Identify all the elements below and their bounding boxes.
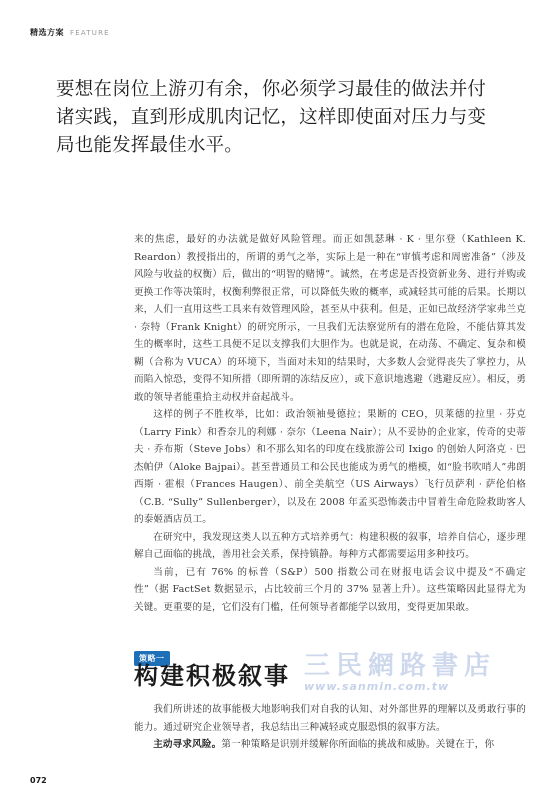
article-body-continued <box>134 701 526 754</box>
body-paragraph: 这样的例子不胜枚举，比如：政治领袖曼德拉；果断的 CEO，贝莱德的拉里 · 芬克（Larry Fink）和香奈儿的利娜 · 奈尔（Leena Nair）；从不妥协的企业家，传奇的史蒂夫 · 乔布斯（Steve Jobs）和不那么知名的印度在线旅游公司 Ixigo 的创始人阿洛克 · 巴杰帕伊（Aloke Bajpai）。甚至普通员工和公民也能成为勇气的楷模，如“脸书吹哨人”弗朗西斯 · 霍根（Frances Haugen）、前全美航空（US Airways）飞行员萨利 · 萨伦伯格（C.B. “Sully” Sullenberger），以及在 2008 年孟买恐怖袭击中冒着生命危险救助客人的泰姬酒店员工。 <box>134 409 526 525</box>
body-paragraph: 在研究中，我发现这类人以五种方式培养勇气：构建积极的叙事，培养自信心，逐步理解自己面临的挑战，善用社会关系，保持镇静。每种方式都需要运用多种技巧。 <box>134 531 526 560</box>
body-paragraph: 当前，已有 76% 的标普（S&P）500 指数公司在财报电话会议中提及“不确定性”（据 FactSet 数据显示，占比较前三个月的 37% 显著上升）。这些策略因此显得尤为关键。更重要的是，它们没有门槛，任何领导者都能学以致用，变得更加果敢。 <box>134 566 526 613</box>
watermark-url: www.sanmin.com.tw <box>304 680 450 693</box>
article-body <box>134 231 526 616</box>
paragraph-text: 第一种策略是识别并缓解你所面临的挑战和威胁。关键在于，你 <box>221 739 495 750</box>
strategy-title: 构建积极叙事 <box>134 662 290 690</box>
strategy-badge: 策略一 <box>134 651 170 666</box>
section-label-en: FEATURE <box>70 29 110 37</box>
body-paragraph: 来的焦虑，最好的办法就是做好风险管理。而正如凯瑟琳 · K · 里尔登（Kathleen K. Reardon）教授指出的，所谓的勇气之举，实际上是一种在“审慎考虑和周密准备”（涉及风险与收益的权衡）后，做出的“明智的赌博”。诚然，在考虑是否投资新业务、进行并购或更换工作等决策时，权衡利弊很正常，可以降低失败的概率，或减轻其可能的后果。长期以来，人们一直用这些工具来有效管理风险，甚至从中获利。但是，正如已故经济学家弗兰克 · 奈特（Frank Knight）的研究所示，一旦我们无法察觉所有的潜在危险，不能估算其发生的概率时，这些工具便不足以支撑我们大胆作为。也就是说，在动荡、不确定、复杂和模糊（合称为 VUCA）的环境下，当面对未知的结果时，大多数人会觉得丧失了掌控力，从而陷入惊恐，变得不知所措（即所谓的冻结反应），或下意识地逃避（逃避反应）。相反，勇敢的领导者能重拾主动权并奋起战斗。 <box>134 234 526 403</box>
body-paragraph: 我们所讲述的故事能极大地影响我们对自我的认知、对外部世界的理解以及勇敢行事的能力。通过研究企业领导者，我总结出三种减轻或克服恐惧的叙事方法。 <box>134 704 526 733</box>
section-label: 精选方案 <box>30 28 64 37</box>
pull-quote: 要想在岗位上游刃有余，你必须学习最佳的做法并付诸实践，直到形成肌肉记忆，这样即使面对压力与变局也能发挥最佳水平。 <box>56 79 487 156</box>
strategy-heading <box>134 647 534 695</box>
paragraph-lead: 主动寻求风险。 <box>153 739 222 750</box>
watermark-text: 三民網路書店 <box>304 651 497 681</box>
section-header <box>30 27 110 38</box>
body-paragraph <box>134 736 526 754</box>
watermark <box>304 645 554 693</box>
page-number: 072 <box>30 776 47 785</box>
